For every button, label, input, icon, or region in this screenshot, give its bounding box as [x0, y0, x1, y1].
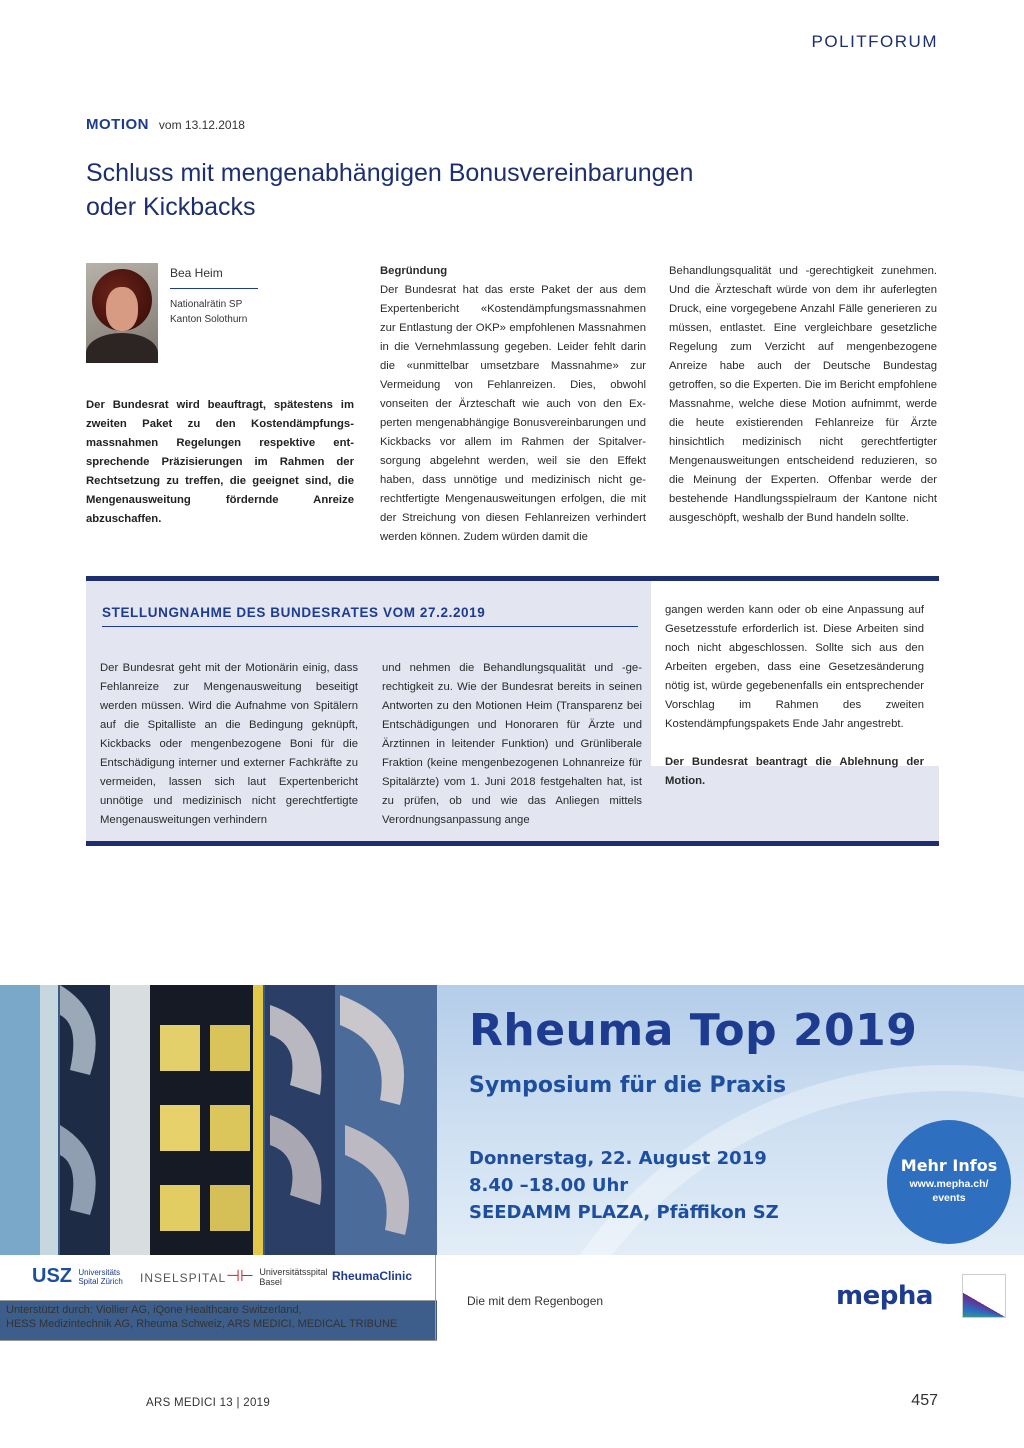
author-canton: Kanton Solothurn — [170, 314, 248, 325]
article-type: MOTION — [86, 116, 149, 133]
ad-subtitle: Symposium für die Praxis — [469, 1073, 787, 1098]
headline-line-2: oder Kickbacks — [86, 193, 256, 221]
usb-logo — [226, 1267, 327, 1287]
author-portrait — [86, 263, 158, 363]
more-info-label: Mehr Infos — [900, 1156, 998, 1175]
statement-box — [86, 576, 939, 846]
page-number: 457 — [911, 1392, 938, 1409]
supporters-line-2: HESS Medizintechnik AG, Rheuma Schweiz, ARS MEDICI, MEDICAL TRIBUNE — [6, 1318, 398, 1330]
mepha-logo: mepha — [836, 1281, 933, 1311]
ad-time: 8.40 –18.00 Uhr — [469, 1175, 629, 1196]
basel-cross-icon: ⊣⊢ — [226, 1268, 254, 1285]
article-kicker — [86, 116, 245, 133]
usz-logo-line2: Spital Zürich — [78, 1277, 123, 1286]
statement-conclusion: Der Bundesrat beantragt die Ablehnung der Motion. — [665, 756, 924, 787]
statement-title: STELLUNGNAHME DES BUNDESRATES VOM 27.2.2019 — [102, 605, 638, 627]
supporters-line-1: Unterstützt durch: Viollier AG, iQone Healthcare Switzerland, — [6, 1304, 302, 1316]
ad-venue: SEEDAMM PLAZA, Pfäffikon SZ — [469, 1202, 779, 1223]
advertisement — [0, 985, 1024, 1341]
usz-logo-line1: Universitäts — [78, 1268, 121, 1277]
more-info-url-line2: events — [932, 1192, 966, 1204]
author-role — [170, 297, 350, 327]
section-label: POLITFORUM — [811, 32, 938, 51]
motion-text: Der Bundesrat wird beauftragt, spätestens im zweiten Paket zu den Kostendämpfungsmassnahmen Regelungen respektive entsprechende Präzisierungen im Rahmen der Rechtsetzung zu treffen, die geeignet sind, die Mengenausweitung fördernde Anreize abzuschaffen. — [86, 399, 354, 525]
ad-event-details — [469, 1145, 779, 1226]
reason-text-1: Der Bundesrat hat das erste Paket der aus dem Expertenbericht «Kostendämpfungsmassnahmen zur Entlastung der OKP» empfohlenen Massnahmen in die Vernehmlassung gegeben. Leider fehlt darin die «unmittelbar umsetzbare Massnahme» zur Vermeidung von Fehlanreizen. Dies, obwohl vonseiten der Ärzteschaft wie auch von den Experten mengenabhängige Bonusvereinbarungen und Kickbacks vor allem im Rahmen der Spitalversorgung abgelehnt werden, weil sie den Effekt haben, dass unnötige und medizinisch nicht gerechtfertigte Mengenausweitungen erfolgen, die mit der Streichung von diesen Fehlanreizen verhindert werden können. Zudem würden damit die — [380, 284, 646, 543]
reason-column-2: Behandlungsqualität und -gerechtigkeit zunehmen. Und die Ärzteschaft würde von dem ihr auferlegten Druck, eine vorgegebene Anzahl Fälle generieren zu müssen, entlastet. Eine vergleichbare gesetzliche Regelung zum Verzicht auf mengenbezogene Anreize habe auch der Deutsche Bundestag getroffen, so die Experten. Die im Bericht empfohlene Massnahme, welche diese Motion aufnimmt, werde die heute existierenden Fehlanreize für Ärzte hinsichtlich medizinisch nicht gerechtfertigter Mengenausweitungen entscheidend reduzieren, so die Meinung der Experten. Offenbar werde der bestehende Handlungsspielraum der Kantone nicht ausgeschöpft, weshalb der Bund handeln sollte. — [669, 265, 937, 524]
reason-heading: Begründung — [380, 265, 448, 277]
article-date: vom 13.12.2018 — [158, 118, 245, 132]
reason-column-1 — [380, 262, 646, 547]
usz-logo — [32, 1265, 123, 1288]
headline-line-1: Schluss mit mengenabhängigen Bonusvereinbarungen — [86, 159, 694, 187]
more-info-url — [887, 1177, 1011, 1205]
usb-logo-line1: Universitätsspital — [259, 1267, 328, 1277]
more-info-badge[interactable] — [887, 1120, 1011, 1244]
rainbow-logo-icon — [962, 1274, 1006, 1318]
author-party: Nationalrätin SP — [170, 299, 243, 310]
usz-logo-mark: USZ — [32, 1265, 72, 1287]
author-name: Bea Heim — [170, 266, 258, 289]
article-headline — [86, 156, 806, 224]
ad-date: Donnerstag, 22. August 2019 — [469, 1148, 767, 1169]
ad-headline-panel — [437, 985, 1024, 1255]
usz-logo-text — [78, 1268, 122, 1286]
ad-title: Rheuma Top 2019 — [469, 1005, 918, 1056]
statement-column-3 — [665, 601, 924, 791]
footer-journal: ARS MEDICI 13 | 2019 — [146, 1397, 271, 1409]
usb-logo-line2: Basel — [259, 1277, 282, 1287]
statement-text-3: gangen werden kann oder ob eine Anpassung auf Gesetzesstufe erforderlich ist. Diese Arbeiten sind noch nicht abgeschlossen. Sollte sich aus den Arbeiten ergeben, dass eine Gesetzesänderung nötig ist, würde gegebenenfalls ein entsprechender Vorschlag im Rahmen des zweiten Kostendämpfungspakets Ende Jahr angestrebt. — [665, 604, 924, 730]
usb-logo-text — [259, 1267, 327, 1287]
rheumaclinic-logo: RheumaClinic — [332, 1269, 413, 1283]
inselspital-logo: INSELSPITAL — [140, 1271, 227, 1285]
ad-supporters — [6, 1303, 426, 1331]
abstract-painting-icon — [0, 985, 437, 1255]
more-info-url-line1: www.mepha.ch/ — [909, 1178, 989, 1190]
author-info — [170, 266, 350, 327]
ad-tagline: Die mit dem Regenbogen — [467, 1294, 604, 1308]
statement-column-2: und nehmen die Behandlungsqualität und -gerechtigkeit zu. Wie der Bundesrat bereits in seinen Antworten zu den Motionen Heim (Transparenz bei Entschädigungen und Honoraren für Ärzte und Ärztinnen in leitender Funktion) und Grünliberale Fraktion (keine mengenbezogenen Lohnanreize für Spitalärzte) vom 1. Juni 2018 festgehalten hat, ist zu prüfen, ob und wie das Anliegen mittels Verordnungsanpassung ange — [382, 662, 642, 826]
statement-column-1: Der Bundesrat geht mit der Motionärin einig, dass Fehlanreize zur Mengenausweitung beseitigt werden müssen. Wird die Aufnahme von Spitälern auf die Spitalliste an die Bedingung geknüpft, Kickbacks oder mengenbezogene Boni für die Entschädigung interner und externer Fachkräfte zu vermeiden, lassen sich laut Expertenbericht unnötige und medizinisch nicht gerechtfertigte Mengenausweitungen verhindern — [100, 662, 358, 826]
partner-logos — [0, 1255, 437, 1301]
